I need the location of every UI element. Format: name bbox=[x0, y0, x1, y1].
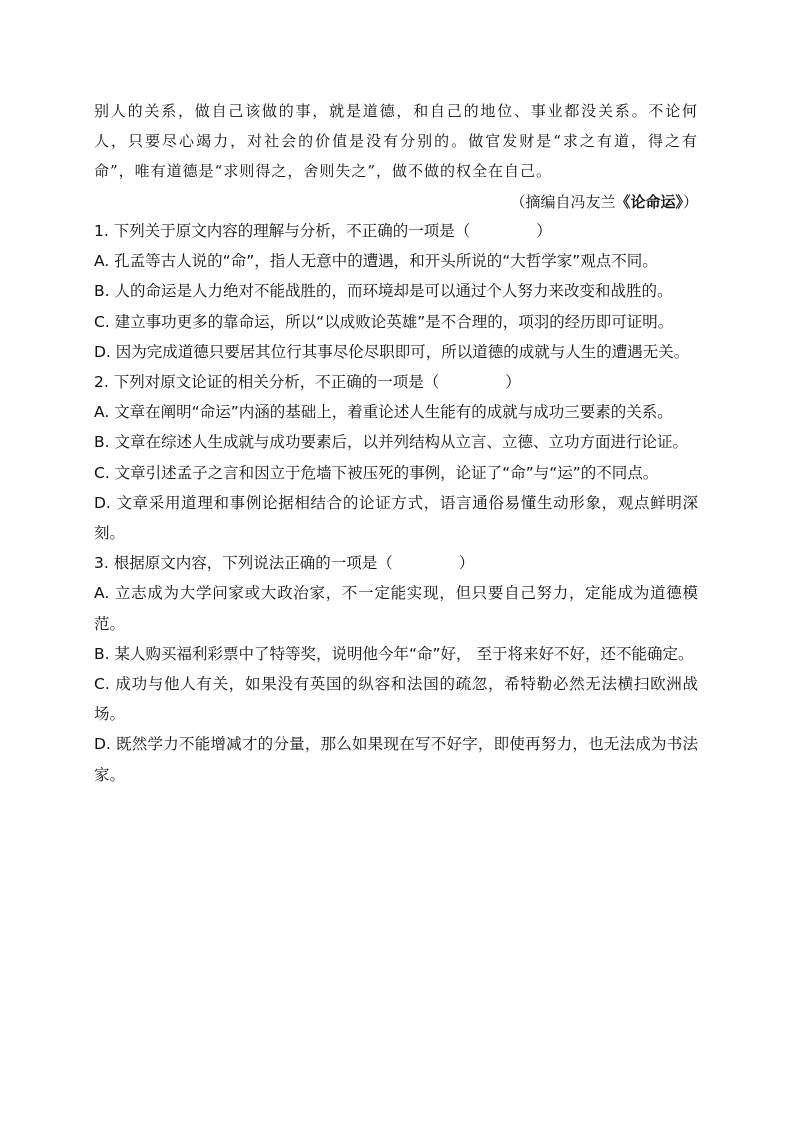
question-stem-close: ） bbox=[458, 554, 475, 573]
passage bbox=[94, 96, 698, 216]
option-c: C. 建立事功更多的靠命运，所以“以成败论英雄”是不合理的，项羽的经历即可证明。 bbox=[94, 312, 674, 331]
source-prefix: （摘编自冯友兰 bbox=[510, 193, 616, 211]
source-citation bbox=[94, 188, 698, 216]
option-a: A. 文章在阐明“命运”内涵的基础上，着重论述人生能有的成就与成功三要素的关系。 bbox=[94, 403, 673, 422]
question-1 bbox=[94, 216, 698, 367]
document-page bbox=[94, 96, 698, 790]
passage-line: 人，只要尽心竭力，对社会的价值是没有分别的。做官发财是“求之有道，得之有 bbox=[94, 132, 698, 150]
passage-line: 别人的关系，做自己该做的事，就是道德，和自己的地位、事业都没关系。不论何 bbox=[94, 102, 698, 120]
question-2 bbox=[94, 367, 698, 548]
question-3 bbox=[94, 548, 698, 790]
question-stem-close: ） bbox=[505, 373, 521, 392]
passage-line: 命”，唯有道德是“求则得之，舍则失之”，做不做的权全在自己。 bbox=[94, 162, 553, 180]
question-stem-text: 1. 下列关于原文内容的理解与分析，不正确的一项是（ bbox=[94, 222, 471, 240]
option-a: A. 立志成为大学问家或大政治家，不一定能实现，但只要自己努力，定能成为道德模范。 bbox=[94, 584, 698, 633]
option-d: D. 既然学力不能增减才的分量，那么如果现在写不好字，即使再努力，也无法成为书法家。 bbox=[94, 735, 698, 784]
option-b: B. 某人购买福利彩票中了特等奖，说明他今年“命”好， 至于将来好不好，还不能确定。 bbox=[94, 644, 694, 663]
question-stem-close: ） bbox=[536, 222, 552, 240]
source-title: 《论命运》 bbox=[615, 193, 683, 211]
option-b: B. 文章在综述人生成就与成功要素后，以并列结构从立言、立德、立功方面进行论证。 bbox=[94, 433, 688, 452]
option-c: C. 文章引述孟子之言和因立于危墙下被压死的事例，论证了“命”与“运”的不同点。 bbox=[94, 463, 659, 482]
option-d: D. 因为完成道德只要居其位行其事尽伦尽职即可，所以道德的成就与人生的遭遇无关。 bbox=[94, 342, 690, 361]
question-stem bbox=[94, 216, 698, 246]
question-stem bbox=[94, 367, 698, 397]
passage-paragraph bbox=[94, 96, 698, 186]
option-d: D. 文章采用道理和事例论据相结合的论证方式，语言通俗易懂生动形象，观点鲜明深刻。 bbox=[94, 493, 698, 543]
option-a: A. 孔孟等古人说的“命”，指人无意中的遭遇，和开头所说的“大哲学家”观点不同。 bbox=[94, 252, 658, 271]
question-list bbox=[94, 216, 698, 790]
source-suffix: ） bbox=[682, 193, 698, 211]
option-b: B. 人的命运是人力绝对不能战胜的，而环境却是可以通过个人努力来改变和战胜的。 bbox=[94, 282, 673, 301]
question-stem-text: 3. 根据原文内容，下列说法正确的一项是（ bbox=[94, 554, 393, 573]
question-stem-text: 2. 下列对原文论证的相关分析，不正确的一项是（ bbox=[94, 373, 440, 392]
option-c: C. 成功与他人有关，如果没有英国的纵容和法国的疏忽，希特勒必然无法横扫欧洲战场。 bbox=[94, 675, 698, 724]
question-stem bbox=[94, 548, 698, 578]
